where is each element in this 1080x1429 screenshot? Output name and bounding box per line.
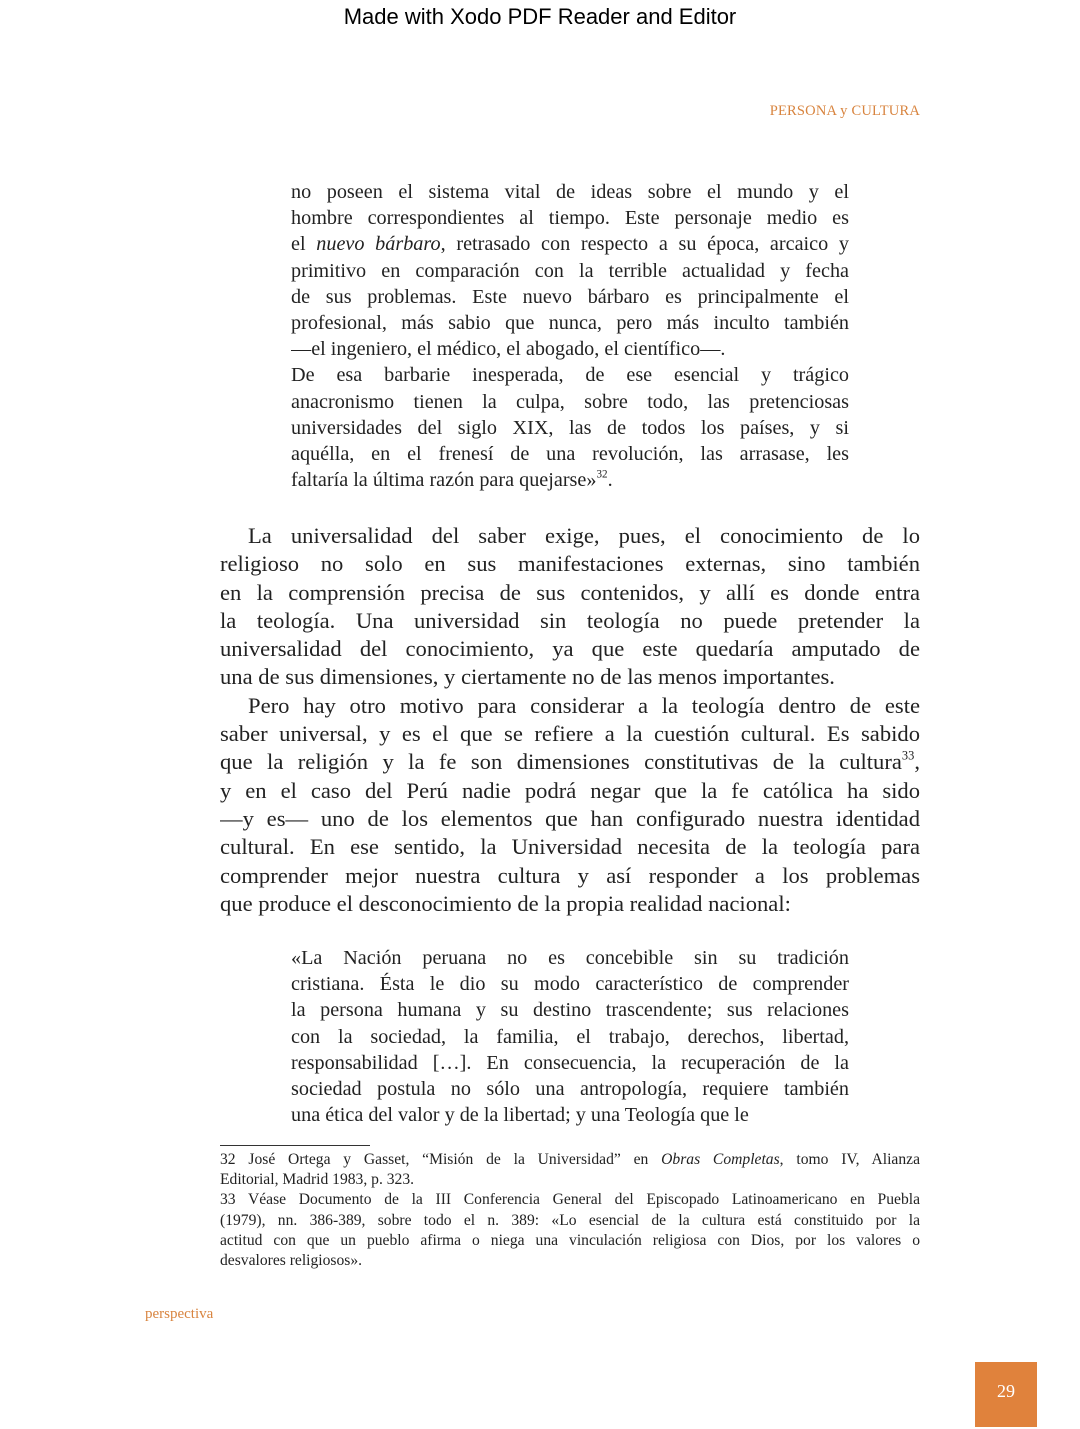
text-span: que la religión y la fe son dimensiones constitutivas de la cultura: [220, 749, 902, 775]
text-span: de sus problemas. Este nuevo bárbaro es principalmente el: [291, 285, 849, 308]
text-span: comprender mejor nuestra cultura y así responder a los problemas: [220, 862, 920, 888]
text-line: [220, 890, 920, 918]
page-number-text: 29: [997, 1381, 1015, 1401]
text-line: [220, 522, 920, 550]
text-span: en la comprensión precisa de sus contenidos, y allí es donde entra: [220, 579, 920, 605]
text-line: [220, 1170, 920, 1190]
watermark-banner: Made with Xodo PDF Reader and Editor: [343, 4, 737, 29]
text-span: nuevo bárbaro: [316, 233, 441, 256]
text-span: —y es— uno de los elementos que han configurado nuestra identidad: [220, 805, 920, 831]
text-line: [291, 258, 849, 284]
text-span: (1979), nn. 386-389, sobre todo el n. 389: «Lo esencial de la cultura está constituido por la: [220, 1211, 920, 1229]
text-span: ,: [914, 749, 920, 775]
body-text: [220, 522, 920, 918]
text-span: anacronismo tienen la culpa, sobre todo, las pretenciosas: [291, 390, 849, 413]
text-line: [291, 336, 849, 362]
text-span: la persona humana y su destino trascendente; sus relaciones: [291, 999, 849, 1022]
text-line: [220, 862, 920, 890]
text-line: [291, 945, 849, 971]
text-span: La universalidad del saber exige, pues, el conocimiento de lo: [248, 523, 920, 548]
text-line: [220, 1231, 920, 1251]
text-span: actitud con que un pueblo afirma o niega una vinculación religiosa con Dios, por los valores o: [220, 1231, 920, 1249]
text-line: [291, 205, 849, 231]
text-line: [291, 467, 849, 493]
text-span: Obras Completas: [661, 1151, 780, 1168]
footnote-rule: [220, 1145, 370, 1146]
text-line: [220, 663, 920, 691]
text-line: [220, 805, 920, 833]
text-span: una de sus dimensiones, y ciertamente no de las menos importantes.: [220, 664, 835, 690]
text-span: sociedad postula no sólo una antropología, requiere también: [291, 1078, 849, 1101]
text-span: con la sociedad, la familia, el trabajo, derechos, libertad,: [291, 1025, 849, 1048]
text-line: [291, 179, 849, 205]
text-span: una ética del valor y de la libertad; y una Teología que le: [291, 1104, 749, 1127]
text-line: [291, 1024, 849, 1050]
text-span: universidades del siglo XIX, las de todos los países, y si: [291, 416, 849, 439]
running-head: PERSONA y CULTURA: [769, 103, 920, 119]
text-span: profesional, más sabio que nunca, pero más inculto también: [291, 312, 849, 335]
text-span: 32 José Ortega y Gasset, “Misión de la Universidad” en: [220, 1151, 662, 1168]
text-line: [291, 1076, 849, 1102]
text-span: cristiana. Ésta le dio su modo característico de comprender: [291, 973, 849, 996]
text-line: [291, 997, 849, 1023]
text-span: y en el caso del Perú nadie podrá negar que la fe católica ha sido: [220, 777, 920, 803]
text-span: De esa barbarie inesperada, de ese esencial y trágico: [291, 364, 849, 387]
text-line: [220, 550, 920, 578]
text-span: Pero hay otro motivo para considerar a la teología dentro de este: [248, 692, 920, 718]
text-span: religioso no solo en sus manifestaciones externas, sino también: [220, 551, 920, 577]
text-line: [220, 720, 920, 748]
text-line: [220, 777, 920, 805]
text-line: [291, 1050, 849, 1076]
text-line: [291, 231, 849, 257]
text-span: faltaría la última razón para quejarse»: [291, 469, 597, 492]
block-quote-2: [291, 945, 849, 1128]
text-line: [291, 971, 849, 997]
text-line: [220, 579, 920, 607]
text-span: , tomo IV, Alianza: [779, 1151, 920, 1168]
text-span: primitivo en comparación con la terrible actualidad y fecha: [291, 259, 849, 282]
text-line: [291, 1102, 849, 1128]
text-span: que produce el desconocimiento de la propia realidad nacional:: [220, 890, 791, 916]
footnotes: [220, 1150, 920, 1271]
text-span: , retrasado con respecto a su época, arcaico y: [440, 233, 849, 256]
text-span: la teología. Una universidad sin teología no puede pretender la: [220, 607, 920, 633]
text-span: responsabilidad […]. En consecuencia, la recuperación de la: [291, 1051, 849, 1074]
text-line: [291, 389, 849, 415]
text-line: [220, 635, 920, 663]
text-span: 33 Véase Documento de la III Conferencia General del Episcopado Latinoamericano en Puebla: [220, 1191, 920, 1209]
text-span: —el ingeniero, el médico, el abogado, el científico—.: [291, 338, 726, 361]
text-line: [291, 362, 849, 388]
text-line: [220, 833, 920, 861]
block-quote-1: [291, 179, 849, 493]
footnote-ref: 33: [901, 749, 915, 764]
text-span: hombre correspondientes al tiempo. Este personaje medio es: [291, 207, 849, 230]
text-span: aquélla, en el frenesí de una revolución, las arrasase, les: [291, 443, 849, 466]
text-span: Editorial, Madrid 1983, p. 323.: [220, 1171, 415, 1189]
text-span: no poseen el sistema vital de ideas sobre el mundo y el: [291, 181, 849, 203]
text-line: [291, 441, 849, 467]
text-line: [291, 284, 849, 310]
page-number: [975, 1362, 1037, 1427]
journal-name: perspectiva: [145, 1306, 214, 1322]
text-line: [220, 1251, 920, 1271]
text-line: [220, 607, 920, 635]
text-line: [220, 692, 920, 720]
text-span: cultural. En ese sentido, la Universidad necesita de la teología para: [220, 834, 920, 860]
text-span: desvalores religiosos».: [220, 1252, 363, 1270]
text-line: [291, 310, 849, 336]
footnote-ref: 32: [596, 468, 608, 481]
text-line: [291, 415, 849, 441]
text-span: «La Nación peruana no es concebible sin su tradición: [291, 947, 849, 969]
text-line: [220, 1150, 920, 1170]
text-line: [220, 1211, 920, 1231]
text-span: el: [291, 233, 317, 256]
text-span: .: [607, 469, 613, 492]
text-span: universalidad del conocimiento, ya que este quedaría amputado de: [220, 636, 920, 662]
text-line: [220, 748, 920, 776]
text-line: [220, 1190, 920, 1210]
text-span: saber universal, y es el que se refiere a la cuestión cultural. Es sabido: [220, 721, 920, 747]
